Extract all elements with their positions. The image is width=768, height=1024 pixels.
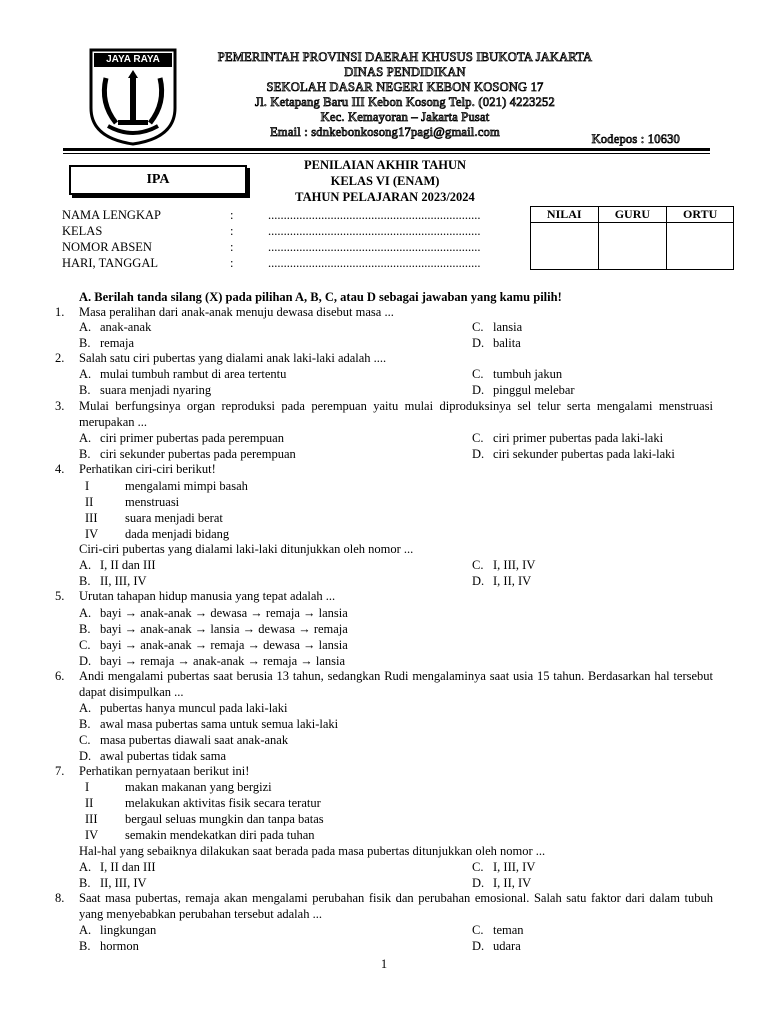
logo-text: JAYA RAYA xyxy=(106,54,160,65)
header-address: Jl. Ketapang Baru III Kebon Kosong Telp. (021) 4223252 xyxy=(255,95,555,109)
statement-item: I mengalami mimpi basah xyxy=(85,479,248,493)
school-logo xyxy=(86,48,180,146)
score-cell-ortu[interactable] xyxy=(667,223,734,270)
option-b[interactable]: B. awal masa pubertas sama untuk semua laki-laki xyxy=(79,717,339,731)
question-text: Perhatikan ciri-ciri berikut! xyxy=(79,462,216,476)
question-stem: Hal-hal yang sebaiknya dilakukan saat berada pada masa pubertas ditunjukkan oleh nomor ... xyxy=(79,844,546,858)
question-1 xyxy=(55,305,713,321)
option-a[interactable]: A. I, II dan III xyxy=(79,860,156,874)
header-department: DINAS PENDIDIKAN xyxy=(344,65,466,79)
option-d[interactable]: D. udara xyxy=(472,939,521,953)
option-c[interactable]: C. I, III, IV xyxy=(472,860,536,874)
identity-label: NAMA LENGKAP xyxy=(62,208,161,222)
option-b[interactable]: B. bayi → anak-anak → lansia → dewasa → remaja xyxy=(79,622,348,636)
exam-title: PENILAIAN AKHIR TAHUN xyxy=(303,158,467,172)
question-number: 2. xyxy=(55,351,65,365)
question-number: 6. xyxy=(55,669,65,683)
identity-colon: : xyxy=(230,256,234,270)
option-b[interactable]: B. II, III, IV xyxy=(79,876,147,890)
identity-row-absen xyxy=(62,240,481,255)
date-field[interactable]: .................................................................... xyxy=(268,256,481,270)
identity-row-name xyxy=(62,208,481,223)
question-2 xyxy=(55,351,713,367)
identity-label: NOMOR ABSEN xyxy=(62,240,152,254)
question-stem: Ciri-ciri pubertas yang dialami laki-laki ditunjukkan oleh nomor ... xyxy=(79,542,414,556)
option-c[interactable]: C. I, III, IV xyxy=(472,558,536,572)
section-a-instruction: A. Berilah tanda silang (X) pada pilihan A, B, C, atau D sebagai jawaban yang kamu pilih! xyxy=(79,290,562,304)
identity-colon: : xyxy=(230,224,234,238)
option-c[interactable]: C. ciri primer pubertas pada laki-laki xyxy=(472,431,664,445)
option-d[interactable]: D. awal pubertas tidak sama xyxy=(79,749,226,763)
score-cell-guru[interactable] xyxy=(598,223,667,270)
question-text: Urutan tahapan hidup manusia yang tepat adalah ... xyxy=(79,589,336,603)
option-d[interactable]: D. ciri sekunder pubertas pada laki-laki xyxy=(472,447,675,461)
header-divider-thin xyxy=(63,153,710,154)
question-number: 5. xyxy=(55,589,65,603)
identity-label: HARI, TANGGAL xyxy=(62,256,158,270)
option-b[interactable]: B. suara menjadi nyaring xyxy=(79,383,212,397)
option-d[interactable]: D. balita xyxy=(472,336,521,350)
header-government: PEMERINTAH PROVINSI DAERAH KHUSUS IBUKOTA JAKARTA xyxy=(217,50,593,64)
score-header-ortu: ORTU xyxy=(667,207,734,223)
option-c[interactable]: C. lansia xyxy=(472,320,523,334)
option-b[interactable]: B. II, III, IV xyxy=(79,574,147,588)
option-d[interactable]: D. I, II, IV xyxy=(472,574,532,588)
option-a[interactable]: A. mulai tumbuh rambut di area tertentu xyxy=(79,367,287,381)
header-divider-thick xyxy=(63,148,710,151)
option-c[interactable]: C. bayi → anak-anak → remaja → dewasa → lansia xyxy=(79,638,348,652)
statement-item: II melakukan aktivitas fisik secara teratur xyxy=(85,796,321,810)
statement-item: III suara menjadi berat xyxy=(85,511,223,525)
option-c[interactable]: C. teman xyxy=(472,923,524,937)
statement-item: III bergaul seluas mungkin dan tanpa batas xyxy=(85,812,324,826)
statement-item: IV dada menjadi bidang xyxy=(85,527,230,541)
option-b[interactable]: B. ciri sekunder pubertas pada perempuan xyxy=(79,447,296,461)
option-a[interactable]: A. lingkungan xyxy=(79,923,157,937)
question-number: 1. xyxy=(55,305,65,319)
option-d[interactable]: D. bayi → remaja → anak-anak → remaja → lansia xyxy=(79,654,346,668)
identity-row-date xyxy=(62,256,481,271)
score-table xyxy=(530,206,734,270)
option-a[interactable]: A. ciri primer pubertas pada perempuan xyxy=(79,431,284,445)
header-school-name: SEKOLAH DASAR NEGERI KEBON KOSONG 17 xyxy=(266,80,544,94)
question-number: 4. xyxy=(55,462,65,476)
option-b[interactable]: B. remaja xyxy=(79,336,135,350)
identity-label: KELAS xyxy=(62,224,103,238)
score-header-guru: GURU xyxy=(598,207,667,223)
question-number: 3. xyxy=(55,399,65,413)
class-field[interactable]: .................................................................... xyxy=(268,224,481,238)
option-d[interactable]: D. I, II, IV xyxy=(472,876,532,890)
statement-item: II menstruasi xyxy=(85,495,180,509)
statement-item: I makan makanan yang bergizi xyxy=(85,780,272,794)
question-6 xyxy=(55,669,713,701)
identity-row-class xyxy=(62,224,481,239)
exam-class: KELAS VI (ENAM) xyxy=(330,174,440,188)
question-text: Perhatikan pernyataan berikut ini! xyxy=(79,764,250,778)
question-number: 7. xyxy=(55,764,65,778)
question-4 xyxy=(55,462,713,478)
option-b[interactable]: B. hormon xyxy=(79,939,139,953)
question-3 xyxy=(55,399,713,431)
option-a[interactable]: A. I, II dan III xyxy=(79,558,156,572)
question-text: Mulai berfungsinya organ reproduksi pada perempuan yaitu mulai diproduksinya sel telur serta mengalami menstruasi merupakan ... xyxy=(79,399,713,429)
score-header-nilai: NILAI xyxy=(531,207,599,223)
option-a[interactable]: A. anak-anak xyxy=(79,320,152,334)
header-email: Email : sdnkebonkosong17pagi@gmail.com xyxy=(270,125,500,139)
question-8 xyxy=(55,891,713,923)
option-d[interactable]: D. pinggul melebar xyxy=(472,383,575,397)
statement-item: IV semakin mendekatkan diri pada tuhan xyxy=(85,828,315,842)
option-c[interactable]: C. masa pubertas diawali saat anak-anak xyxy=(79,733,289,747)
identity-colon: : xyxy=(230,240,234,254)
question-7 xyxy=(55,764,713,780)
score-cell-nilai[interactable] xyxy=(531,223,599,270)
question-number: 8. xyxy=(55,891,65,905)
identity-colon: : xyxy=(230,208,234,222)
name-field[interactable]: .................................................................... xyxy=(268,208,481,222)
header-district: Kec. Kemayoran – Jakarta Pusat xyxy=(320,110,490,124)
option-a[interactable]: A. pubertas hanya muncul pada laki-laki xyxy=(79,701,288,715)
question-text: Salah satu ciri pubertas yang dialami anak laki-laki adalah .... xyxy=(79,351,387,365)
postal-code: Kodepos : 10630 xyxy=(591,132,680,146)
option-a[interactable]: A. bayi → anak-anak → dewasa → remaja → lansia xyxy=(79,606,348,620)
subject-box: IPA xyxy=(69,165,247,195)
absen-field[interactable]: .................................................................... xyxy=(268,240,481,254)
option-c[interactable]: C. tumbuh jakun xyxy=(472,367,563,381)
question-text: Masa peralihan dari anak-anak menuju dewasa disebut masa ... xyxy=(79,305,394,319)
question-text: Saat masa pubertas, remaja akan mengalami perubahan fisik dan perubahan emosional. Salah satu faktor dari dalam tubuh yang menyebabkan perubahan tersebut adalah ... xyxy=(79,891,713,921)
page-number: 1 xyxy=(380,957,388,971)
question-5 xyxy=(55,589,713,605)
exam-year: TAHUN PELAJARAN 2023/2024 xyxy=(295,190,475,204)
question-text: Andi mengalami pubertas saat berusia 13 tahun, sedangkan Rudi mengalaminya saat usia 15 tahun. Berdasarkan hal tersebut dapat disimpulkan ... xyxy=(79,669,713,699)
